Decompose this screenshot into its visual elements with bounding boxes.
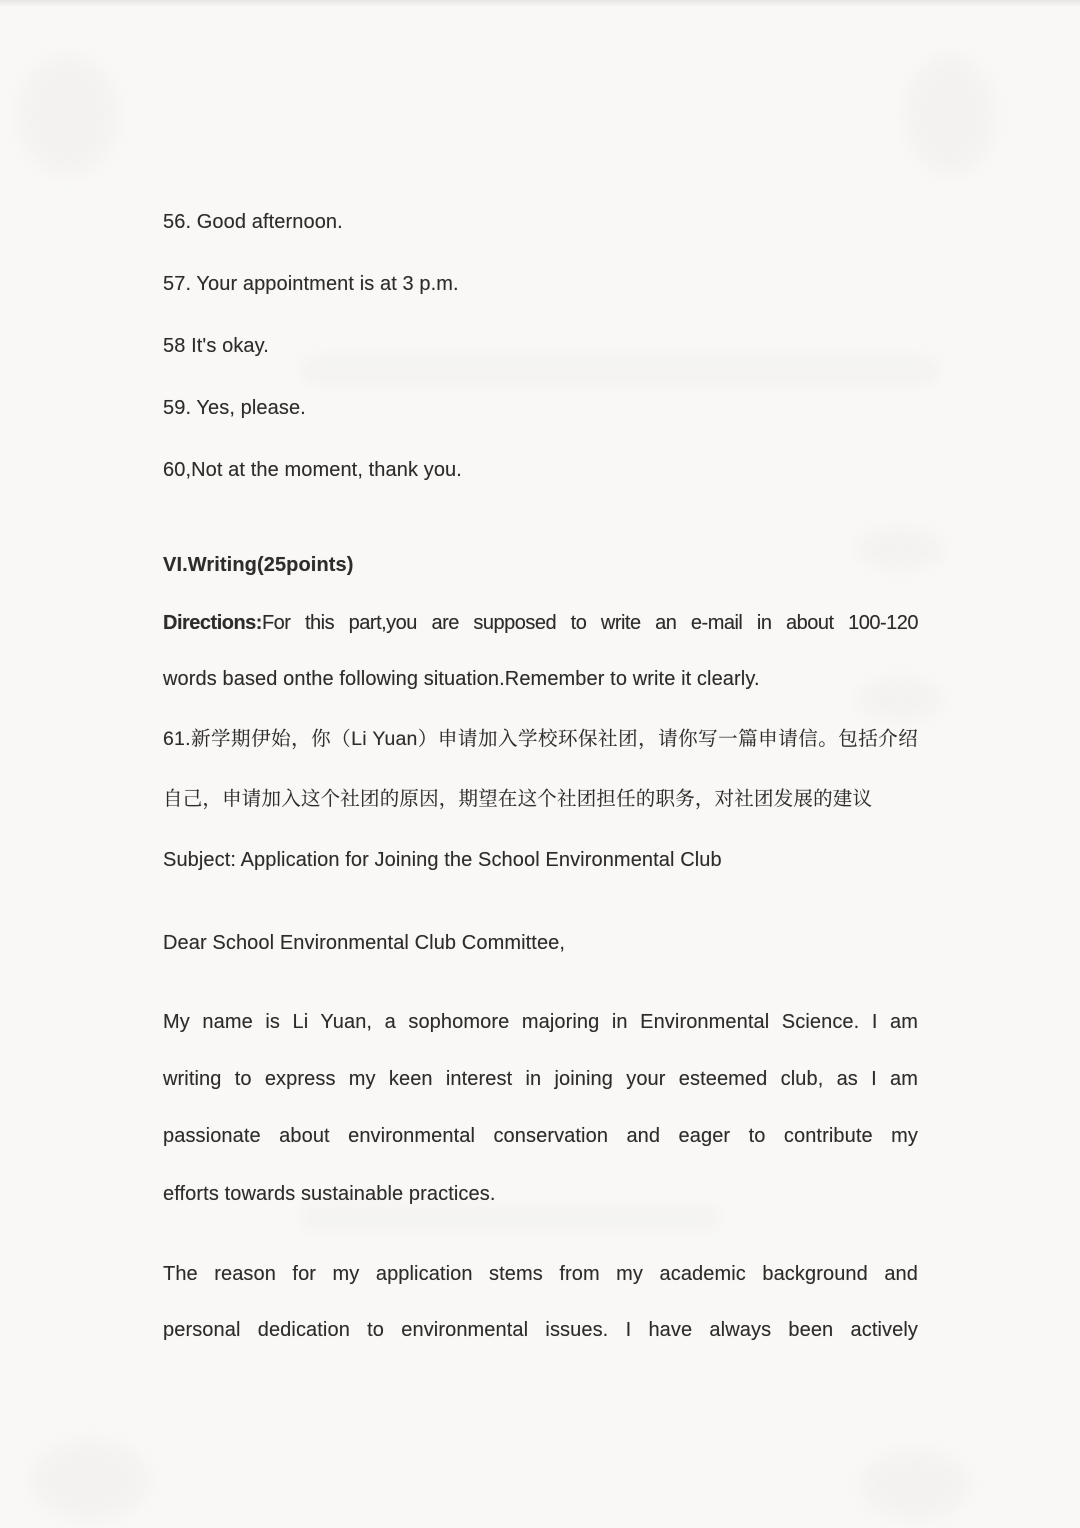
email-para2-line-1: The reason for my application stems from my academic background and bbox=[163, 1263, 918, 1285]
answer-line-60: 60,Not at the moment, thank you. bbox=[163, 459, 462, 481]
scan-edge-shadow bbox=[0, 0, 1080, 7]
email-para1-line-3: passionate about environmental conservation and eager to contribute my bbox=[163, 1125, 918, 1147]
answer-line-56: 56. Good afternoon. bbox=[163, 211, 343, 233]
email-para1-line-2: writing to express my keen interest in joining your esteemed club, as I am bbox=[163, 1068, 918, 1090]
email-salutation: Dear School Environmental Club Committee, bbox=[163, 932, 566, 954]
answer-line-57: 57. Your appointment is at 3 p.m. bbox=[163, 273, 459, 295]
scan-smudge bbox=[860, 1450, 970, 1520]
scan-smudge bbox=[905, 55, 995, 175]
directions-label: Directions: bbox=[163, 612, 262, 634]
directions-text: For this part,you are supposed to write an e-mail in about 100-120 bbox=[261, 612, 918, 634]
prompt-zh-line-2: 自己，申请加入这个社团的原因，期望在这个社团担任的职务，对社团发展的建议 bbox=[163, 788, 873, 810]
directions-line-2: words based onthe following situation.Remember to write it clearly. bbox=[163, 668, 760, 690]
scan-smudge bbox=[18, 55, 118, 175]
section-heading: VI.Writing(25points) bbox=[163, 554, 354, 576]
scan-smudge bbox=[30, 1440, 150, 1520]
email-subject: Subject: Application for Joining the School Environmental Club bbox=[163, 849, 722, 871]
directions-line-1 bbox=[163, 606, 918, 640]
answer-line-58: 58 It's okay. bbox=[163, 335, 269, 357]
email-para1-line-1: My name is Li Yuan, a sophomore majoring in Environmental Science. I am bbox=[163, 1011, 918, 1033]
prompt-zh-line-1: 61.新学期伊始，你（Li Yuan）申请加入学校环保社团，请你写一篇申请信。包括介绍 bbox=[163, 728, 918, 750]
email-para2-line-2: personal dedication to environmental issues. I have always been actively bbox=[163, 1319, 918, 1341]
answer-line-59: 59. Yes, please. bbox=[163, 397, 306, 419]
email-para1-line-4: efforts towards sustainable practices. bbox=[163, 1183, 496, 1205]
